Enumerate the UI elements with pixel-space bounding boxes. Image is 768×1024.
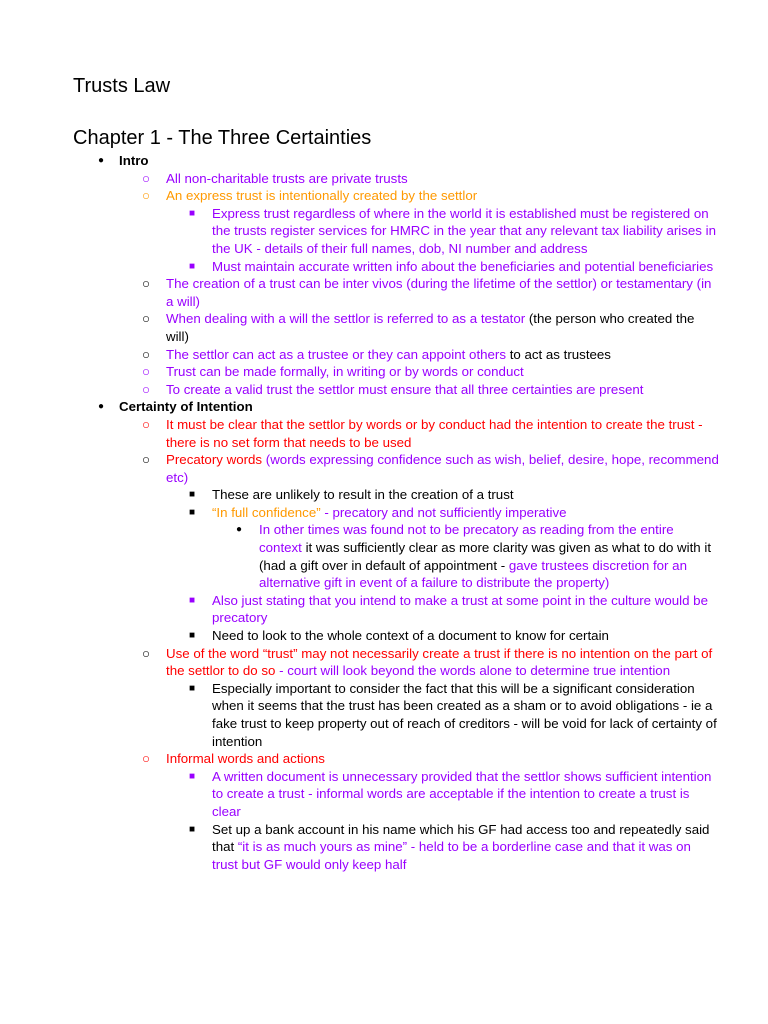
section-heading-intention: Certainty of Intention (119, 399, 253, 415)
list-item: ○ Use of the word “trust” may not necessarily create a trust if there is no intention on the part of the settlor to do so - court will look beyond the words alone to determine true intention (142, 645, 713, 679)
bullet-square-icon: ■ (189, 489, 196, 501)
list-item: ○ The settlor can act as a trustee or they can appoint others to act as trustees (142, 346, 611, 362)
list-item (0, 398, 768, 416)
list-item: ■ “In full confidence” - precatory and not sufficiently imperative (189, 504, 567, 520)
bullet-disc-icon: ● (236, 524, 243, 536)
bullet-square-icon: ■ (189, 630, 196, 642)
bullet-circle-icon: ○ (142, 452, 151, 468)
section-heading-intro: Intro (119, 153, 149, 168)
bullet-circle-icon: ○ (142, 346, 151, 362)
list-item: ○ Trust can be made formally, in writing or by words or conduct (142, 364, 524, 380)
list-item: ■ Set up a bank account in his name which his GF had access too and repeatedly said that “it is as much yours as mine” - held to be a borderline case and that it was on trust but GF would only keep half (189, 821, 710, 872)
list-item: ■ Especially important to consider the fact that this will be a significant consideration when it seems that the trust has been created as a sham or to avoid obligations - ie a fake trust to keep property out of reach of creditors - will be void for lack of certainty of intention (189, 680, 717, 749)
list-item: ● In other times was found not to be precatory as reading from the entire context it was sufficiently clear as more clarity was given as what to do with it (had a gift over in default of appointment - gave trustees discretion for an alternative gift in event of a failure to distribute the property) (236, 522, 712, 591)
bullet-circle-icon: ○ (142, 170, 151, 186)
list-item: ■ Must maintain accurate written info about the beneficiaries and potential beneficiaries (189, 258, 714, 274)
bullet-disc-icon: ● (98, 155, 105, 166)
list-item: ○ When dealing with a will the settlor is referred to as a testator (the person who created the will) (142, 311, 695, 344)
bullet-square-icon: ■ (189, 260, 196, 272)
notes-list (0, 152, 768, 873)
bullet-circle-icon: ○ (142, 416, 151, 432)
bullet-circle-icon: ○ (142, 188, 151, 204)
list-item: ○ An express trust is intentionally created by the settlor (142, 188, 478, 204)
bullet-circle-icon: ○ (142, 364, 151, 380)
bullet-circle-icon: ○ (142, 645, 151, 661)
list-item: ■ These are unlikely to result in the creation of a trust (189, 487, 514, 503)
list-item: ○ It must be clear that the settlor by words or by conduct had the intention to create the trust - there is no set form that needs to be used (142, 416, 703, 450)
bullet-square-icon: ■ (189, 682, 196, 694)
list-item: ○ Informal words and actions (142, 751, 325, 767)
list-item: ○ Precatory words (words expressing confidence such as wish, belief, desire, hope, recommend etc) (142, 452, 719, 485)
document-title: Trusts Law (73, 75, 171, 97)
bullet-square-icon: ■ (189, 594, 196, 606)
chapter-heading: Chapter 1 - The Three Certainties (73, 127, 372, 149)
bullet-square-icon: ■ (189, 823, 196, 835)
bullet-circle-icon: ○ (142, 751, 151, 767)
bullet-circle-icon: ○ (142, 381, 151, 397)
list-item (0, 152, 768, 170)
bullet-circle-icon: ○ (142, 311, 151, 327)
bullet-square-icon: ■ (189, 770, 196, 782)
bullet-disc-icon: ● (98, 401, 105, 413)
list-item: ○ The creation of a trust can be inter vivos (during the lifetime of the settlor) or testamentary (in a will) (142, 276, 712, 309)
bullet-square-icon: ■ (189, 506, 196, 518)
list-item: ■ A written document is unnecessary provided that the settlor shows sufficient intention to create a trust - informal words are acceptable if the intention to create a trust is clear (189, 768, 712, 819)
list-item: ■ Also just stating that you intend to make a trust at some point in the culture would be precatory (189, 592, 708, 626)
list-item: ■ Express trust regardless of where in the world it is established must be registered on the trusts register services for HMRC in the year that any relevant tax liability arises in the UK - details of their full names, dob, NI number and address (189, 205, 716, 256)
list-item: ○ All non-charitable trusts are private trusts (142, 170, 408, 186)
bullet-circle-icon: ○ (142, 276, 151, 292)
bullet-square-icon: ■ (189, 207, 196, 219)
list-item: ■ Need to look to the whole context of a document to know for certain (189, 628, 609, 644)
list-item: ○ To create a valid trust the settlor must ensure that all three certainties are present (142, 381, 644, 397)
